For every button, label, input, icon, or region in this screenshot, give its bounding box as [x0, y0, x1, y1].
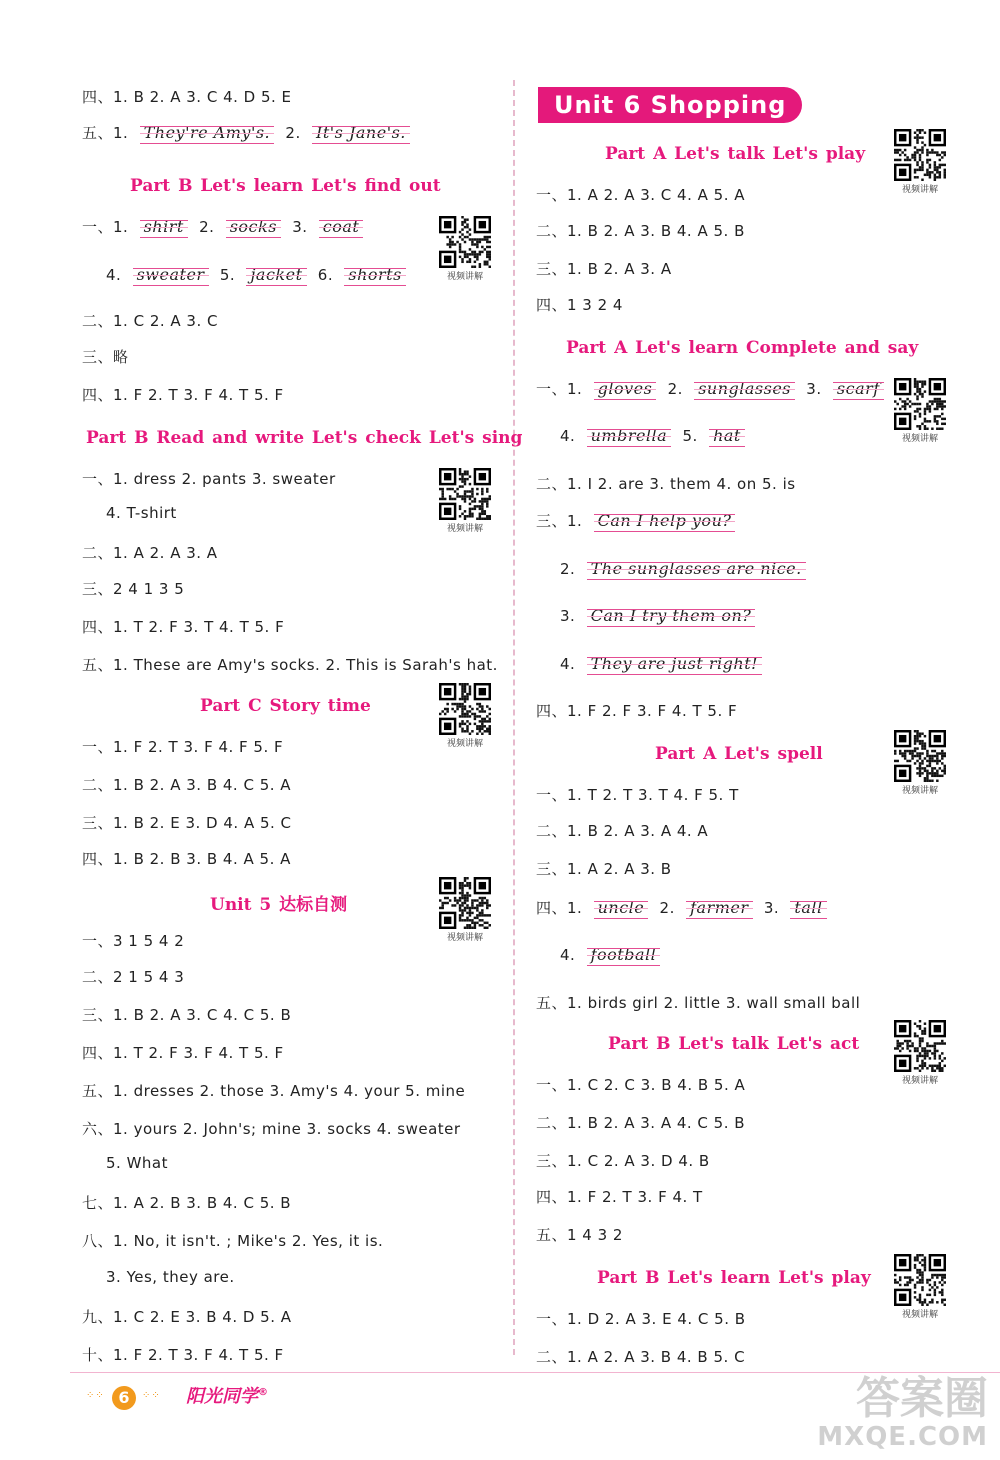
- question-number: 2.: [667, 380, 683, 398]
- handwritten-text: scarf: [836, 379, 880, 398]
- answer-line: 二、1. C 2. A 3. C: [82, 312, 218, 330]
- qr-caption: 视频讲解: [901, 1310, 938, 1320]
- answer-line-handwritten: [536, 897, 833, 919]
- answer-line: 二、1. B 2. A 3. B 4. C 5. A: [82, 776, 292, 794]
- handwritten-answer: [709, 425, 745, 447]
- handwritten-text: farmer: [690, 898, 749, 917]
- handwritten-answer: [319, 216, 364, 238]
- handwritten-text: uncle: [597, 898, 645, 917]
- handwritten-text: Can I help you?: [597, 511, 732, 530]
- handwritten-text: football: [590, 945, 657, 964]
- section-heading: Part B Read and write Let's check Let's sing: [86, 428, 523, 448]
- handwritten-text: shirt: [143, 217, 184, 236]
- handwritten-answer: [686, 897, 752, 919]
- answer-line: 五、1 4 3 2: [536, 1226, 623, 1244]
- answer-line: 二、1. B 2. A 3. A 4. A: [536, 822, 709, 840]
- qr-code[interactable]: [437, 216, 493, 282]
- qr-code-icon: [437, 877, 493, 929]
- question-label: 4.: [560, 946, 576, 964]
- handwritten-answer: [587, 944, 661, 966]
- handwritten-answer: [312, 122, 410, 144]
- qr-code-icon: [892, 730, 948, 782]
- answer-line: 三、1. B 2. A 3. C 4. C 5. B: [82, 1006, 292, 1024]
- answer-line: 5. What: [106, 1154, 168, 1172]
- answer-line-handwritten: [106, 264, 412, 286]
- answer-line: 四、1 3 2 4: [536, 296, 623, 314]
- qr-caption: 视频讲解: [446, 933, 483, 943]
- answer-line: 三、1. B 2. E 3. D 4. A 5. C: [82, 814, 292, 832]
- handwritten-answer: [833, 378, 884, 400]
- question-number: 2.: [199, 218, 215, 236]
- question-label: 五、1.: [82, 124, 129, 142]
- question-number: 3.: [763, 899, 780, 917]
- handwritten-text: gloves: [597, 379, 653, 398]
- answer-line: 三、2 4 1 3 5: [82, 580, 185, 598]
- handwritten-text: sunglasses: [698, 379, 792, 398]
- handwritten-text: jacket: [250, 265, 303, 284]
- answer-line: 三、1. A 2. A 3. B: [536, 860, 672, 878]
- handwritten-answer: [594, 378, 657, 400]
- handwritten-text: socks: [229, 217, 277, 236]
- question-number: 5.: [682, 427, 698, 445]
- handwritten-answer: [344, 264, 405, 286]
- handwritten-text: They're Amy's.: [143, 123, 271, 142]
- qr-code[interactable]: [892, 1020, 948, 1086]
- handwritten-text: shorts: [348, 265, 402, 284]
- handwritten-answer: [694, 378, 795, 400]
- handwritten-answer: [594, 510, 736, 532]
- brand-logo: [186, 1382, 268, 1408]
- answer-line: 六、1. yours 2. John's; mine 3. socks 4. sweater: [82, 1120, 461, 1138]
- answer-line: 二、1. B 2. A 3. A 4. C 5. B: [536, 1114, 746, 1132]
- qr-code[interactable]: [437, 683, 493, 749]
- answer-line: 四、1. F 2. F 3. F 4. T 5. F: [536, 702, 738, 720]
- question-label: 三、1.: [536, 512, 583, 530]
- section-heading: Part B Let's talk Let's act: [608, 1034, 860, 1054]
- qr-caption: 视频讲解: [901, 185, 938, 195]
- handwritten-answer: [587, 653, 762, 675]
- answer-line-handwritten: [560, 558, 812, 580]
- qr-caption: 视频讲解: [446, 272, 483, 282]
- question-label: 一、1.: [536, 380, 583, 398]
- footer-decoration: ⁘⁘: [86, 1390, 105, 1401]
- answer-line-handwritten: [82, 122, 416, 144]
- question-label: 4.: [106, 266, 122, 284]
- handwritten-text: Can I try them on?: [590, 606, 752, 625]
- answer-line: 四、1. T 2. F 3. F 4. T 5. F: [82, 1044, 284, 1062]
- section-heading: Unit 5 达标自测: [210, 895, 348, 915]
- column-divider: [513, 80, 515, 1355]
- question-number: 3.: [292, 218, 308, 236]
- handwritten-text: coat: [322, 217, 360, 236]
- question-number: 5.: [219, 266, 236, 284]
- handwritten-answer: [587, 605, 756, 627]
- question-number: 2.: [659, 899, 675, 917]
- qr-caption: 视频讲解: [901, 786, 938, 796]
- qr-caption: 视频讲解: [901, 434, 938, 444]
- answer-line: 九、1. C 2. E 3. B 4. D 5. A: [82, 1308, 292, 1326]
- question-label: 2.: [560, 560, 576, 578]
- handwritten-text: sweater: [136, 265, 205, 284]
- handwritten-text: tall: [794, 898, 823, 917]
- watermark-url: MXQE.COM: [817, 1422, 988, 1452]
- watermark: [817, 1373, 988, 1452]
- answer-line: 五、1. birds girl 2. little 3. wall small ball: [536, 994, 861, 1012]
- handwritten-text: umbrella: [590, 426, 668, 445]
- answer-line: 四、1. F 2. T 3. F 4. T 5. F: [82, 386, 284, 404]
- answer-line: 4. T-shirt: [106, 504, 177, 522]
- qr-code[interactable]: [892, 129, 948, 195]
- section-heading: Part A Let's spell: [655, 744, 823, 764]
- answer-line: 五、1. These are Amy's socks. 2. This is Sarah's hat.: [82, 656, 498, 674]
- handwritten-answer: [246, 264, 306, 286]
- handwritten-answer: [587, 558, 806, 580]
- handwritten-answer: [587, 425, 672, 447]
- answer-line-handwritten: [560, 605, 761, 627]
- section-heading: Part A Let's talk Let's play: [605, 144, 866, 164]
- handwritten-text: They are just right!: [590, 654, 759, 673]
- qr-code-icon: [437, 216, 493, 268]
- section-heading: Part C Story time: [200, 696, 371, 716]
- answer-line: 三、1. B 2. A 3. A: [536, 260, 672, 278]
- answer-line-handwritten: [560, 653, 768, 675]
- answer-line: 3. Yes, they are.: [106, 1268, 235, 1286]
- registered-mark: ®: [258, 1387, 268, 1398]
- qr-code-icon: [437, 683, 493, 735]
- question-number: 2.: [285, 124, 301, 142]
- footer-decoration: ⁘⁘: [142, 1390, 161, 1401]
- section-heading: Part A Let's learn Complete and say: [566, 338, 919, 358]
- qr-code[interactable]: [892, 1254, 948, 1320]
- qr-caption: 视频讲解: [901, 1076, 938, 1086]
- answer-line: 二、2 1 5 4 3: [82, 968, 185, 986]
- answer-line-handwritten: [536, 510, 741, 532]
- handwritten-text: The sunglasses are nice.: [590, 559, 802, 578]
- answer-line: 一、3 1 5 4 2: [82, 932, 185, 950]
- qr-code-icon: [892, 129, 948, 181]
- answer-line: 一、1. C 2. C 3. B 4. B 5. A: [536, 1076, 746, 1094]
- brand-name: 阳光同学: [186, 1386, 258, 1407]
- answer-line: 一、1. F 2. T 3. F 4. F 5. F: [82, 738, 284, 756]
- answer-line: 二、1. B 2. A 3. B 4. A 5. B: [536, 222, 745, 240]
- answer-line: 一、1. A 2. A 3. C 4. A 5. A: [536, 186, 745, 204]
- question-label: 四、1.: [536, 899, 583, 917]
- question-label: 一、1.: [82, 218, 129, 236]
- answer-line: 七、1. A 2. B 3. B 4. C 5. B: [82, 1194, 292, 1212]
- handwritten-answer: [594, 897, 649, 919]
- answer-line: 八、1. No, it isn't. ; Mike's 2. Yes, it is.: [82, 1232, 384, 1250]
- answer-line: 三、1. C 2. A 3. D 4. B: [536, 1152, 710, 1170]
- answer-line: 三、略: [82, 348, 129, 366]
- handwritten-answer: [133, 264, 209, 286]
- qr-code[interactable]: [892, 378, 948, 444]
- question-label: 3.: [560, 607, 576, 625]
- answer-line-handwritten: [82, 216, 369, 238]
- handwritten-answer: [140, 216, 188, 238]
- section-heading: Part B Let's learn Let's play: [597, 1268, 871, 1288]
- qr-code-icon: [892, 378, 948, 430]
- qr-code-icon: [892, 1020, 948, 1072]
- page-number: 6: [112, 1386, 136, 1410]
- answer-line: 五、1. dresses 2. those 3. Amy's 4. your 5. mine: [82, 1082, 466, 1100]
- handwritten-answer: [140, 122, 275, 144]
- answer-line: 二、1. A 2. A 3. A: [82, 544, 218, 562]
- answer-line: 十、1. F 2. T 3. F 4. T 5. F: [82, 1346, 284, 1364]
- qr-caption: 视频讲解: [446, 524, 483, 534]
- answer-line-handwritten: [560, 944, 666, 966]
- watermark-text: 答案圈: [856, 1373, 988, 1424]
- handwritten-text: hat: [713, 426, 741, 445]
- answer-line-handwritten: [560, 425, 751, 447]
- qr-code[interactable]: [437, 468, 493, 534]
- answer-line: 二、1. I 2. are 3. them 4. on 5. is: [536, 475, 796, 493]
- answer-line: 四、1. B 2. A 3. C 4. D 5. E: [82, 88, 292, 106]
- qr-code-icon: [892, 1254, 948, 1306]
- answer-line: 四、1. T 2. F 3. T 4. T 5. F: [82, 618, 285, 636]
- handwritten-answer: [226, 216, 281, 238]
- answer-line: 四、1. B 2. B 3. B 4. A 5. A: [82, 850, 291, 868]
- answer-line: 二、1. A 2. A 3. B 4. B 5. C: [536, 1348, 746, 1366]
- unit-banner: Unit 6 Shopping: [538, 87, 802, 123]
- question-number: 6.: [317, 266, 334, 284]
- answer-line: 一、1. dress 2. pants 3. sweater: [82, 470, 336, 488]
- handwritten-answer: [790, 897, 826, 919]
- question-number: 3.: [806, 380, 822, 398]
- question-label: 4.: [560, 427, 576, 445]
- qr-code[interactable]: [437, 877, 493, 943]
- answer-line: 四、1. F 2. T 3. F 4. T: [536, 1188, 703, 1206]
- answer-line-handwritten: [536, 378, 890, 400]
- qr-caption: 视频讲解: [446, 739, 483, 749]
- qr-code-icon: [437, 468, 493, 520]
- question-label: 4.: [560, 655, 576, 673]
- answer-line: 一、1. D 2. A 3. E 4. C 5. B: [536, 1310, 746, 1328]
- answer-line: 一、1. T 2. T 3. T 4. F 5. T: [536, 786, 739, 804]
- section-heading: Part B Let's learn Let's find out: [130, 176, 441, 196]
- qr-code[interactable]: [892, 730, 948, 796]
- handwritten-text: It's Jane's.: [316, 123, 406, 142]
